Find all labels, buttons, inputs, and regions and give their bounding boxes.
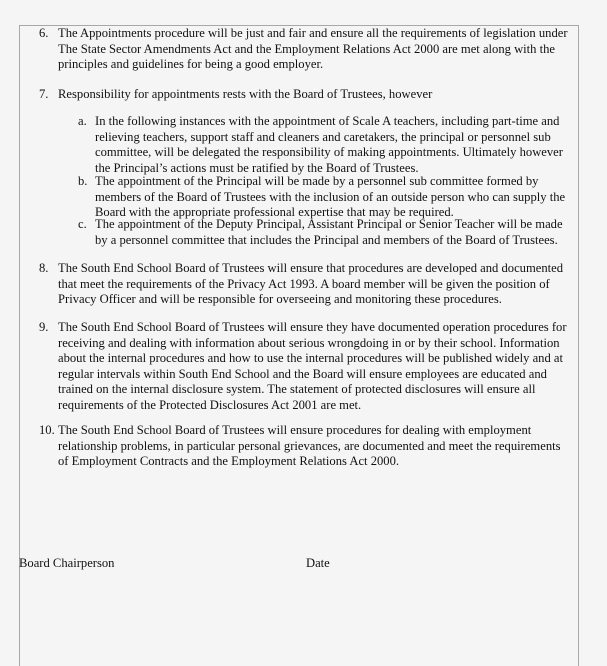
item-number: 8.: [39, 261, 49, 275]
subitem-letter: a.: [78, 114, 87, 128]
subitem-line: committee, will be delegated the responsibility of making appointments. Ultimately however: [95, 145, 563, 159]
document-page: [19, 25, 579, 666]
subitem-line: The appointment of the Deputy Principal, Assistant Principal or Senior Teacher will be made: [95, 217, 563, 231]
subitem-line: members of the Board of Trustees with the inclusion of an outside person who can supply the: [95, 189, 566, 204]
subitem-line: The appointment of the Principal will be made by a personnel sub committee formed by: [95, 174, 539, 188]
subitem-line: by a personnel committee that includes the Principal and members of the Board of Trustees.: [95, 232, 558, 247]
item-line: The State Sector Amendments Act and the Employment Relations Act 2000 are met along with the: [58, 41, 555, 56]
item-line: that meet the requirements of the Privacy Act 1993. A board member will be given the position of: [58, 276, 550, 291]
item-number: 9.: [39, 320, 49, 334]
item-line: The South End School Board of Trustees will ensure that procedures are developed and documented: [58, 261, 564, 275]
item-line: relationship problems, in particular personal grievances, are documented and meet the requirements: [58, 438, 561, 453]
sublist-item-a: [78, 114, 578, 176]
item-line: receiving and dealing with information about serious wrongdoing in or by their school. Information: [58, 335, 560, 350]
item-number: 10.: [39, 423, 55, 437]
sublist-item-b: [78, 174, 578, 221]
item-line: Privacy Officer and will be responsible for overseeing and monitoring these procedures.: [58, 292, 502, 306]
item-line: The South End School Board of Trustees will ensure they have documented operation procedures for: [58, 320, 567, 334]
list-item-8: [39, 261, 578, 308]
date-label: Date: [306, 556, 330, 570]
subitem-line: In the following instances with the appointment of Scale A teachers, including part-time and: [95, 114, 560, 128]
item-number: 7.: [39, 87, 49, 101]
item-number: 6.: [39, 26, 49, 40]
item-line: requirements of the Protected Disclosures Act 2001 are met.: [58, 397, 362, 412]
item-line: The Appointments procedure will be just and fair and ensure all the requirements of legislation under: [58, 26, 568, 40]
sublist-item-c: [78, 217, 578, 248]
list-item-9: [39, 320, 578, 413]
list-item-10: [39, 423, 578, 470]
item-line: about the internal procedures and how to use the internal procedures will be published widely and at: [58, 351, 563, 365]
item-line: of Employment Contracts and the Employment Relations Act 2000.: [58, 454, 400, 468]
subitem-line: Board with the appropriate professional expertise that may be required.: [95, 205, 454, 219]
item-line: regular intervals within South End School and the Board will ensure employees are educated and: [58, 366, 547, 381]
subitem-line: the Principal’s actions must be ratified by the Board of Trustees.: [95, 160, 419, 175]
item-line: trained on the internal disclosure system. The statement of protected disclosures will ensure all: [58, 382, 536, 396]
subitem-line: relieving teachers, support staff and cleaners and caretakers, the principal or personnel sub: [95, 129, 551, 144]
subitem-letter: c.: [78, 217, 87, 231]
list-item-7: [39, 87, 578, 103]
list-item-6: [39, 26, 578, 73]
item-line: Responsibility for appointments rests with the Board of Trustees, however: [58, 87, 433, 101]
board-chairperson-label: Board Chairperson: [19, 556, 115, 570]
item-line: principles and guidelines for being a good employer.: [58, 57, 324, 71]
item-line: The South End School Board of Trustees will ensure procedures for dealing with employment: [58, 423, 532, 437]
subitem-letter: b.: [78, 174, 88, 188]
